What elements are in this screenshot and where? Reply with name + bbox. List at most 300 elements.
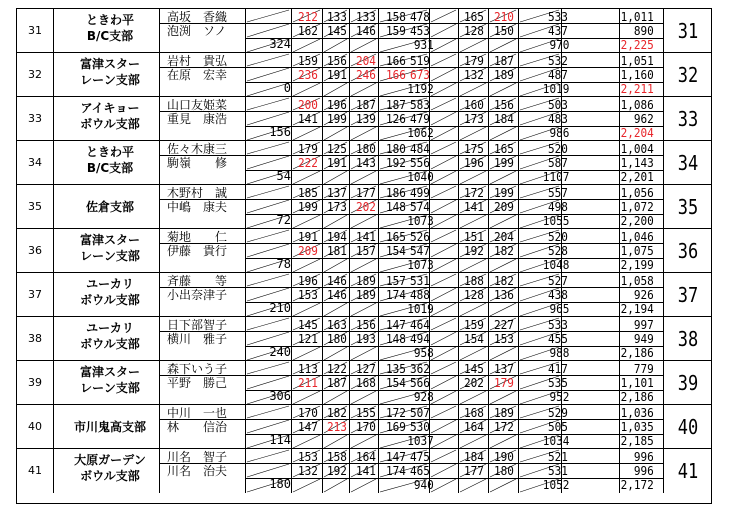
cell-slash: [460, 435, 486, 448]
player-name: 木野村 誠: [167, 186, 228, 200]
standing-row: [17, 185, 711, 229]
cell-slash: [324, 171, 347, 184]
game-score: 175: [464, 142, 484, 156]
player-name: 在原 宏幸: [167, 68, 228, 82]
team-sum-1: 940: [413, 478, 434, 492]
cell-slash: [431, 479, 456, 492]
game-score: 141: [356, 230, 376, 244]
cell-slash: [431, 171, 456, 184]
game-score: 153: [298, 450, 318, 464]
series-subtotal-1: 465: [410, 464, 430, 478]
game-score: 187: [494, 54, 514, 68]
series-subtotal-2: 533: [548, 318, 568, 332]
player-name: 山口友姫菜: [167, 98, 228, 112]
game-score: 170: [298, 406, 318, 420]
team-sum-1: 928: [413, 390, 434, 404]
game-score: 184: [494, 112, 514, 126]
team-grand-total: 2,199: [620, 258, 654, 272]
cell-slash: [490, 435, 516, 448]
game-score: 122: [327, 362, 347, 376]
cell-slash: [293, 215, 320, 228]
cell-slash: [324, 391, 347, 404]
game-score: 185: [298, 186, 318, 200]
team-grand-total: 2,194: [620, 302, 654, 316]
game-score: 204: [494, 230, 514, 244]
series-subtotal-2: 455: [548, 332, 568, 346]
cell-slash: [490, 303, 516, 316]
rank-number: 31: [28, 24, 42, 37]
game-score: 157: [386, 274, 406, 288]
cell-slash: [324, 303, 347, 316]
game-score: 165: [386, 230, 406, 244]
rank-number: 34: [28, 156, 42, 169]
player-name: 林 信治: [167, 420, 228, 434]
cell-slash: [351, 347, 376, 360]
game-score: 146: [327, 288, 347, 302]
game-score: 210: [494, 10, 514, 24]
series-subtotal-1: 499: [410, 186, 430, 200]
game-score: 135: [386, 362, 406, 376]
cell-slash: [431, 112, 456, 125]
cell-slash: [490, 479, 516, 492]
club-name-line2: レーン支部: [80, 249, 140, 263]
cell-slash: [293, 435, 320, 448]
team-sum-1: 1040: [407, 170, 434, 184]
team-handicap: 156: [269, 125, 291, 139]
game-score: 189: [494, 68, 514, 82]
cell-slash: [293, 391, 320, 404]
club-name-line1: 大原ガーデン: [74, 453, 146, 467]
game-score: 199: [494, 186, 514, 200]
team-sum-2: 1107: [542, 170, 570, 184]
series-subtotal-1: 479: [410, 112, 430, 126]
series-subtotal-1: 566: [410, 376, 430, 390]
player-name: 高坂 香織: [167, 10, 228, 24]
player-total: 1,046: [620, 230, 654, 244]
game-score: 199: [298, 200, 318, 214]
place-number: 39: [677, 371, 699, 395]
rank-number: 33: [28, 112, 42, 125]
player-total: 1,011: [620, 10, 654, 24]
game-score: 139: [356, 112, 376, 126]
series-subtotal-1: 574: [410, 200, 430, 214]
game-score: 126: [386, 112, 406, 126]
cell-slash: [431, 83, 456, 96]
rank-number: 36: [28, 244, 42, 257]
cell-slash: [293, 83, 320, 96]
game-score: 146: [327, 274, 347, 288]
game-score: 179: [298, 142, 318, 156]
game-score: 165: [464, 10, 484, 24]
team-sum-1: 1073: [407, 214, 434, 228]
game-score: 172: [464, 186, 484, 200]
series-subtotal-1: 484: [410, 142, 430, 156]
cell-slash: [351, 215, 376, 228]
cell-slash: [490, 83, 516, 96]
game-score: 154: [464, 332, 484, 346]
cell-slash: [293, 171, 320, 184]
series-subtotal-1: 478: [410, 10, 430, 24]
game-score: 190: [494, 450, 514, 464]
cell-slash: [490, 171, 516, 184]
place-number: 36: [677, 239, 699, 263]
team-grand-total: 2,172: [620, 478, 654, 492]
game-score: 157: [356, 244, 376, 258]
club-name-line1: アイキョー: [80, 101, 140, 115]
cell-slash: [431, 347, 456, 360]
player-name: 川名 智子: [167, 450, 228, 464]
cell-slash: [324, 435, 347, 448]
cell-slash: [431, 391, 456, 404]
team-sum-2: 988: [549, 346, 570, 360]
team-sum-1: 1192: [407, 82, 434, 96]
game-score: 200: [298, 98, 318, 112]
series-subtotal-1: 530: [410, 420, 430, 434]
game-score: 141: [298, 112, 318, 126]
cell-slash: [460, 215, 486, 228]
place-number: 37: [677, 283, 699, 307]
game-score: 121: [298, 332, 318, 346]
team-grand-total: 2,204: [620, 126, 654, 140]
team-handicap: 72: [276, 213, 291, 227]
game-score: 148: [386, 332, 406, 346]
cell-slash: [460, 303, 486, 316]
game-score: 182: [327, 406, 347, 420]
series-subtotal-1: 475: [410, 450, 430, 464]
game-score: 187: [386, 98, 406, 112]
player-total: 1,086: [620, 98, 654, 112]
cell-slash: [431, 186, 456, 198]
place-number: 41: [677, 459, 699, 483]
series-subtotal-1: 519: [410, 54, 430, 68]
game-score: 189: [494, 406, 514, 420]
player-name: 岩村 貴弘: [167, 54, 228, 68]
game-score: 163: [327, 318, 347, 332]
cell-slash: [351, 479, 376, 492]
player-total: 1,051: [620, 54, 654, 68]
game-score: 113: [298, 362, 318, 376]
game-score: 191: [327, 68, 347, 82]
place-number: 38: [677, 327, 699, 351]
game-score: 132: [464, 68, 484, 82]
player-name: 駒嶺 修: [167, 156, 228, 170]
rank-number: 39: [28, 376, 42, 389]
cell-slash: [490, 259, 516, 272]
club-name-line2: B/C支部: [86, 29, 134, 43]
game-score: 191: [327, 156, 347, 170]
game-score: 202: [464, 376, 484, 390]
series-subtotal-1: 556: [410, 156, 430, 170]
game-score: 181: [327, 244, 347, 258]
game-score: 145: [327, 24, 347, 38]
cell-slash: [293, 303, 320, 316]
place-number: 34: [677, 151, 699, 175]
cell-slash: [431, 303, 456, 316]
player-total: 997: [633, 318, 654, 332]
game-score: 180: [327, 332, 347, 346]
team-grand-total: 2,200: [620, 214, 654, 228]
game-score: 154: [386, 376, 406, 390]
player-name: 川名 治夫: [167, 464, 228, 478]
game-score: 246: [356, 68, 376, 82]
game-score: 211: [298, 376, 318, 390]
game-score: 179: [494, 376, 514, 390]
game-score: 155: [356, 406, 376, 420]
cell-slash: [431, 376, 456, 389]
cell-slash: [460, 171, 486, 184]
place-number: 31: [677, 19, 699, 43]
club-name-line2: レーン支部: [80, 73, 140, 87]
series-subtotal-1: 488: [410, 288, 430, 302]
game-score: 162: [298, 24, 318, 38]
game-score: 137: [327, 186, 347, 200]
place-number: 40: [677, 415, 699, 439]
game-score: 189: [356, 274, 376, 288]
cell-slash: [460, 479, 486, 492]
game-score: 153: [298, 288, 318, 302]
game-score: 164: [464, 420, 484, 434]
series-subtotal-2: 529: [548, 406, 568, 420]
series-subtotal-2: 483: [548, 112, 568, 126]
player-name: 伊藤 貴行: [167, 244, 228, 258]
cell-slash: [324, 127, 347, 140]
team-sum-2: 952: [549, 390, 570, 404]
game-score: 182: [494, 244, 514, 258]
game-score: 209: [298, 244, 318, 258]
club-name: 市川鬼高支部: [73, 420, 146, 434]
club-name-line1: 富津スター: [79, 233, 140, 247]
series-subtotal-2: 527: [548, 274, 568, 288]
game-score: 227: [494, 318, 514, 332]
cell-slash: [460, 39, 486, 52]
game-score: 146: [356, 24, 376, 38]
series-subtotal-2: 521: [548, 450, 568, 464]
cell-slash: [431, 244, 456, 257]
results-sheet: [16, 8, 712, 504]
standing-row: [17, 273, 711, 317]
game-score: 145: [298, 318, 318, 332]
game-score: 196: [464, 156, 484, 170]
cell-slash: [324, 479, 347, 492]
team-grand-total: 2,186: [620, 346, 654, 360]
team-handicap: 324: [269, 37, 291, 51]
series-subtotal-2: 528: [548, 244, 568, 258]
player-total: 949: [633, 332, 654, 346]
cell-slash: [324, 259, 347, 272]
cell-slash: [460, 347, 486, 360]
series-subtotal-2: 487: [548, 68, 568, 82]
game-score: 213: [327, 420, 347, 434]
player-total: 890: [633, 24, 654, 38]
standing-row: [17, 53, 711, 97]
team-handicap: 78: [276, 257, 291, 271]
rank-number: 35: [28, 200, 42, 213]
game-score: 166: [386, 68, 406, 82]
game-score: 156: [494, 98, 514, 112]
cell-slash: [351, 83, 376, 96]
game-score: 159: [464, 318, 484, 332]
player-total: 1,143: [620, 156, 654, 170]
cell-slash: [351, 259, 376, 272]
cell-slash: [490, 391, 516, 404]
player-name: 平野 勝己: [167, 376, 228, 390]
game-score: 160: [464, 98, 484, 112]
game-score: 159: [298, 54, 318, 68]
player-total: 1,072: [620, 200, 654, 214]
cell-slash: [431, 215, 456, 228]
game-score: 136: [494, 288, 514, 302]
club-name-line1: ユーカリ: [86, 277, 134, 291]
game-score: 133: [356, 10, 376, 24]
cell-slash: [431, 332, 456, 345]
standing-row: [17, 361, 711, 405]
cell-slash: [431, 24, 456, 37]
cell-slash: [490, 215, 516, 228]
cell-slash: [293, 347, 320, 360]
player-name: 中嶋 康夫: [167, 200, 228, 214]
game-score: 184: [464, 450, 484, 464]
cell-slash: [324, 347, 347, 360]
cell-slash: [431, 318, 456, 330]
game-score: 145: [464, 362, 484, 376]
game-score: 128: [464, 24, 484, 38]
game-score: 202: [356, 200, 376, 214]
game-score: 169: [386, 420, 406, 434]
game-score: 194: [327, 230, 347, 244]
team-sum-2: 1019: [542, 82, 570, 96]
team-sum-1: 1062: [407, 126, 434, 140]
game-score: 204: [356, 54, 376, 68]
cell-slash: [293, 479, 320, 492]
place-number: 33: [677, 107, 699, 131]
game-score: 158: [386, 10, 406, 24]
game-score: 182: [494, 274, 514, 288]
team-handicap: 114: [269, 433, 291, 447]
club-name-line2: ボウル支部: [80, 117, 140, 131]
series-subtotal-2: 505: [548, 420, 568, 434]
cell-slash: [490, 127, 516, 140]
standing-row: [17, 449, 711, 493]
series-subtotal-2: 535: [548, 376, 568, 390]
player-total: 996: [633, 464, 654, 478]
game-score: 179: [464, 54, 484, 68]
game-score: 192: [327, 464, 347, 478]
team-sum-1: 1073: [407, 258, 434, 272]
game-score: 212: [298, 10, 318, 24]
cell-slash: [431, 406, 456, 418]
cell-slash: [431, 127, 456, 140]
cell-slash: [351, 303, 376, 316]
team-sum-2: 965: [549, 302, 570, 316]
cell-slash: [431, 464, 456, 477]
cell-slash: [431, 450, 456, 462]
rank-number: 32: [28, 68, 42, 81]
game-score: 174: [386, 288, 406, 302]
game-score: 147: [298, 420, 318, 434]
game-score: 177: [464, 464, 484, 478]
game-score: 199: [494, 156, 514, 170]
team-sum-1: 1037: [407, 434, 434, 448]
club-name-line2: ボウル支部: [80, 337, 140, 351]
game-score: 151: [464, 230, 484, 244]
game-score: 222: [298, 156, 318, 170]
game-score: 125: [327, 142, 347, 156]
player-total: 1,058: [620, 274, 654, 288]
player-name: 重見 康浩: [167, 112, 228, 126]
cell-slash: [351, 127, 376, 140]
cell-slash: [324, 215, 347, 228]
game-score: 188: [464, 274, 484, 288]
cell-slash: [490, 347, 516, 360]
player-name: 佐々木康三: [167, 142, 228, 156]
team-handicap: 210: [269, 301, 291, 315]
team-sum-1: 1019: [407, 302, 434, 316]
game-score: 193: [356, 332, 376, 346]
player-name: 横川 雅子: [167, 332, 228, 346]
cell-slash: [351, 171, 376, 184]
team-sum-2: 1055: [542, 214, 570, 228]
cell-slash: [460, 391, 486, 404]
game-score: 187: [327, 376, 347, 390]
game-score: 147: [386, 318, 406, 332]
game-score: 187: [356, 98, 376, 112]
game-score: 143: [356, 156, 376, 170]
club-name-line2: B/C支部: [86, 161, 134, 175]
game-score: 174: [386, 464, 406, 478]
game-score: 189: [356, 288, 376, 302]
game-score: 186: [386, 186, 406, 200]
player-total: 1,056: [620, 186, 654, 200]
game-score: 141: [464, 200, 484, 214]
game-score: 180: [494, 464, 514, 478]
cell-slash: [431, 54, 456, 66]
team-handicap: 180: [269, 477, 291, 491]
cell-slash: [293, 259, 320, 272]
club-name-line1: 富津スター: [79, 365, 140, 379]
club-name: 佐倉支部: [85, 200, 134, 214]
team-sum-2: 986: [549, 126, 570, 140]
cell-slash: [460, 83, 486, 96]
player-total: 996: [633, 450, 654, 464]
series-subtotal-2: 503: [548, 98, 568, 112]
game-score: 180: [386, 142, 406, 156]
club-name-line2: ボウル支部: [80, 469, 140, 483]
cell-slash: [431, 420, 456, 433]
game-score: 166: [386, 54, 406, 68]
cell-slash: [293, 39, 320, 52]
player-total: 1,160: [620, 68, 654, 82]
player-name: 日下部智子: [167, 318, 228, 332]
series-subtotal-2: 557: [548, 186, 568, 200]
player-name: 小出奈津子: [167, 288, 228, 302]
standing-row: [17, 405, 711, 449]
series-subtotal-2: 437: [548, 24, 568, 38]
game-score: 168: [356, 376, 376, 390]
player-total: 1,075: [620, 244, 654, 258]
cell-slash: [431, 10, 456, 22]
series-subtotal-2: 533: [548, 10, 568, 24]
game-score: 191: [298, 230, 318, 244]
game-score: 148: [386, 200, 406, 214]
game-score: 165: [494, 142, 514, 156]
player-total: 1,036: [620, 406, 654, 420]
cell-slash: [431, 435, 456, 448]
cell-slash: [293, 127, 320, 140]
team-grand-total: 2,211: [620, 82, 654, 96]
series-subtotal-2: 587: [548, 156, 568, 170]
club-name-line1: 富津スター: [79, 57, 140, 71]
series-subtotal-1: 673: [410, 68, 430, 82]
